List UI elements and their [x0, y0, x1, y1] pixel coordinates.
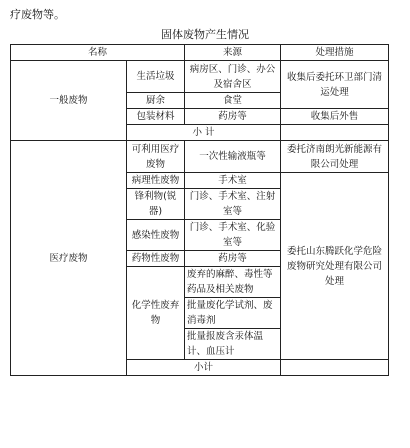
item-source: 废弃的麻醉、毒性等药品及相关废物: [185, 267, 281, 298]
item-source: 批量废化学试剂、废消毒剂: [185, 298, 281, 329]
table-caption: 固体废物产生情况: [161, 28, 249, 41]
item-name: 化学性废弃物: [127, 267, 185, 360]
subtotal-value: [281, 360, 389, 376]
item-name: 药物性废物: [127, 251, 185, 267]
table-row: [11, 61, 389, 93]
item-source: 批量报废含汞体温计、血压计: [185, 329, 281, 360]
item-source: 药房等: [185, 251, 281, 267]
item-name: 病理性废物: [127, 173, 185, 189]
item-source: 手术室: [185, 173, 281, 189]
table-row: [11, 141, 389, 173]
measure-recyclable: 委托济南朗光新能源有限公司处理: [281, 141, 389, 173]
header-measure: 处理措施: [281, 45, 389, 61]
solid-waste-table: [10, 44, 389, 376]
intro-text: 疗废物等。: [10, 8, 65, 21]
item-measure: 收集后外售: [281, 109, 389, 125]
header-source: 来源: [185, 45, 281, 61]
header-name: 名称: [11, 45, 185, 61]
header-row: [11, 45, 389, 61]
measure-general: 收集后委托环卫部门清运处理: [281, 61, 389, 109]
category-general: 一般废物: [11, 61, 127, 141]
measure-medical: 委托山东腾跃化学危险废物研究处理有限公司处理: [281, 173, 389, 360]
item-source: 药房等: [185, 109, 281, 125]
item-source: 病房区、门诊、办公及宿舍区: [185, 61, 281, 93]
item-name: 厨余: [127, 93, 185, 109]
item-name: 感染性废物: [127, 220, 185, 251]
item-source: 一次性输液瓶等: [185, 141, 281, 173]
subtotal-value: [281, 125, 389, 141]
category-medical: 医疗废物: [11, 141, 127, 376]
item-source: 门诊、手术室、注射室等: [185, 189, 281, 220]
subtotal-label: 小 计: [127, 125, 281, 141]
item-name: 锋利物(锐器): [127, 189, 185, 220]
item-source: 食堂: [185, 93, 281, 109]
item-source: 门诊、手术室、化验室等: [185, 220, 281, 251]
item-name: 可利用医疗废物: [127, 141, 185, 173]
subtotal-label: 小计: [127, 360, 281, 376]
item-name: 生活垃圾: [127, 61, 185, 93]
item-name: 包装材料: [127, 109, 185, 125]
